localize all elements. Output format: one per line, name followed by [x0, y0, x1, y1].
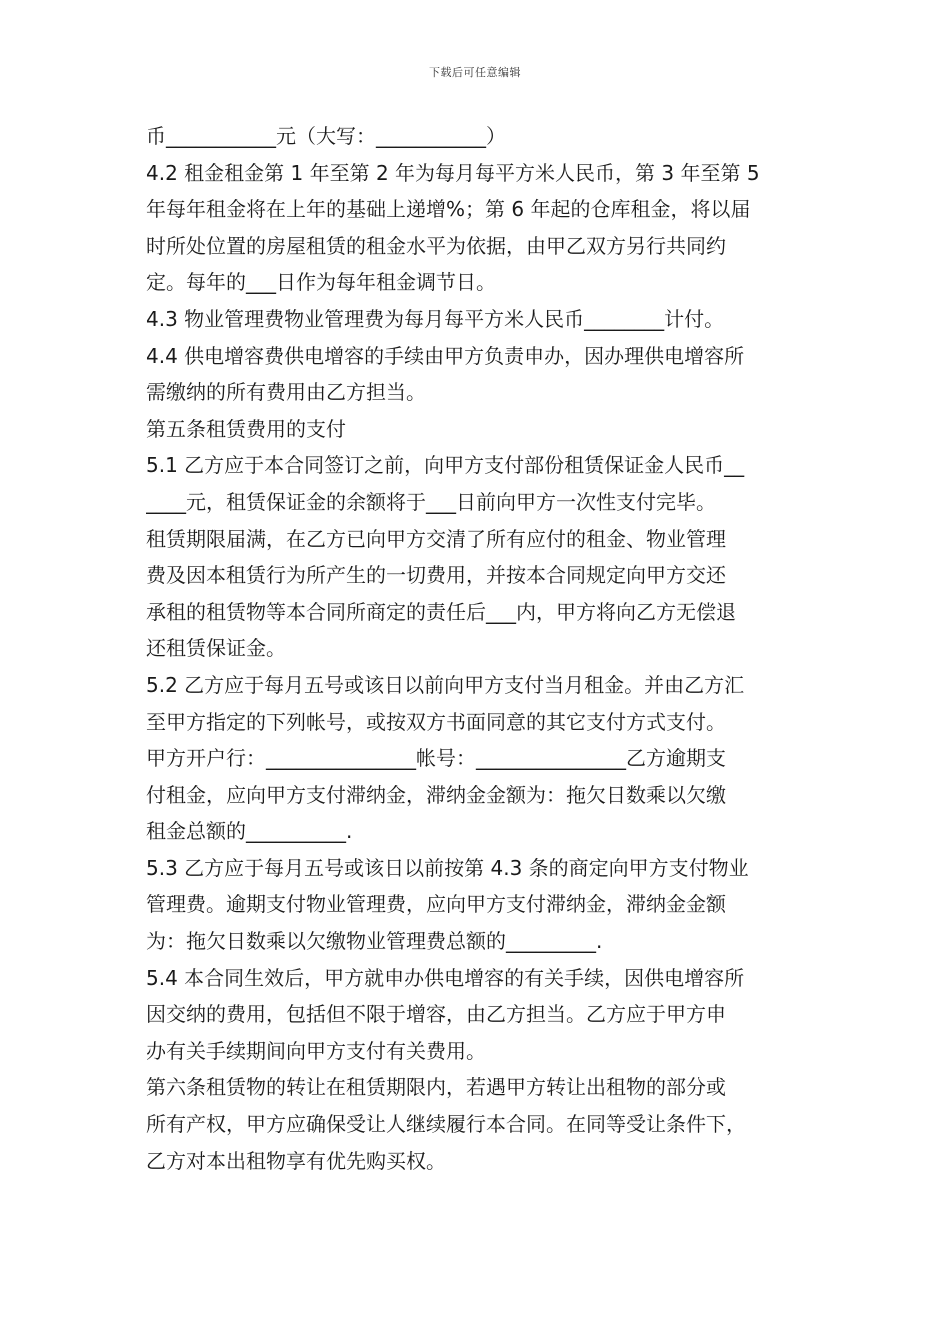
text-line: 因交纳的费用，包括但不限于增容，由乙方担当。乙方应于甲方申 — [146, 1002, 726, 1027]
text-line: 租金总额的__________. — [146, 819, 353, 844]
text-line: 还租赁保证金。 — [146, 636, 286, 661]
text-line: ____元，租赁保证金的余额将于___日前向甲方一次性支付完毕。 — [146, 489, 716, 514]
text-line: 4.2 租金租金第 1 年至第 2 年为每月每平方米人民币，第 3 年至第 5 — [146, 160, 760, 185]
text-line: 为：拖欠日数乘以欠缴物业管理费总额的_________. — [146, 929, 603, 954]
text-line: 5.2 乙方应于每月五号或该日以前向甲方支付当月租金。并由乙方汇 — [146, 672, 745, 697]
text-line: 至甲方指定的下列帐号，或按双方书面同意的其它支付方式支付。 — [146, 709, 726, 734]
text-line: 年每年租金将在上年的基础上递增%；第 6 年起的仓库租金，将以届 — [146, 197, 751, 222]
text-line: 乙方对本出租物享有优先购买权。 — [146, 1148, 446, 1173]
text-line: 费及因本租赁行为所产生的一切费用，并按本合同规定向甲方交还 — [146, 563, 726, 588]
text-line: 定。每年的___日作为每年租金调节日。 — [146, 270, 496, 295]
text-line: 承租的租赁物等本合同所商定的责任后___内，甲方将向乙方无偿退 — [146, 599, 736, 624]
text-line: 付租金，应向甲方支付滞纳金，滞纳金金额为：拖欠日数乘以欠缴 — [146, 782, 726, 807]
text-line: 4.4 供电增容费供电增容的手续由甲方负责申办，因办理供电增容所 — [146, 343, 745, 368]
text-line: 所有产权，甲方应确保受让人继续履行本合同。在同等受让条件下， — [146, 1112, 746, 1137]
text-line: 5.1 乙方应于本合同签订之前，向甲方支付部份租赁保证金人民币__ — [146, 453, 745, 478]
text-line: 管理费。逾期支付物业管理费，应向甲方支付滞纳金，滞纳金金额 — [146, 892, 726, 917]
text-line: 币___________元（大写：___________） — [146, 124, 506, 148]
page-header: 下载后可任意编辑 — [429, 66, 521, 79]
text-line: 5.3 乙方应于每月五号或该日以前按第 4.3 条的商定向甲方支付物业 — [146, 855, 749, 880]
section-heading: 第五条租赁费用的支付 — [146, 416, 346, 441]
text-line: 办有关手续期间向甲方支付有关费用。 — [146, 1038, 486, 1063]
section-heading: 第六条租赁物的转让在租赁期限内，若遇甲方转让出租物的部分或 — [146, 1075, 726, 1100]
document-body — [146, 118, 816, 1179]
text-line: 租赁期限届满，在乙方已向甲方交清了所有应付的租金、物业管理 — [146, 526, 726, 551]
text-line: 5.4 本合同生效后，甲方就申办供电增容的有关手续，因供电增容所 — [146, 965, 745, 990]
text-line: 时所处位置的房屋租赁的租金水平为依据，由甲乙双方另行共同约 — [146, 233, 726, 258]
text-line: 甲方开户行：_______________帐号：_______________乙方逾期支 — [146, 746, 726, 771]
text-line: 需缴纳的所有费用由乙方担当。 — [146, 380, 426, 405]
text-line: 4.3 物业管理费物业管理费为每月每平方米人民币________计付。 — [146, 306, 725, 331]
